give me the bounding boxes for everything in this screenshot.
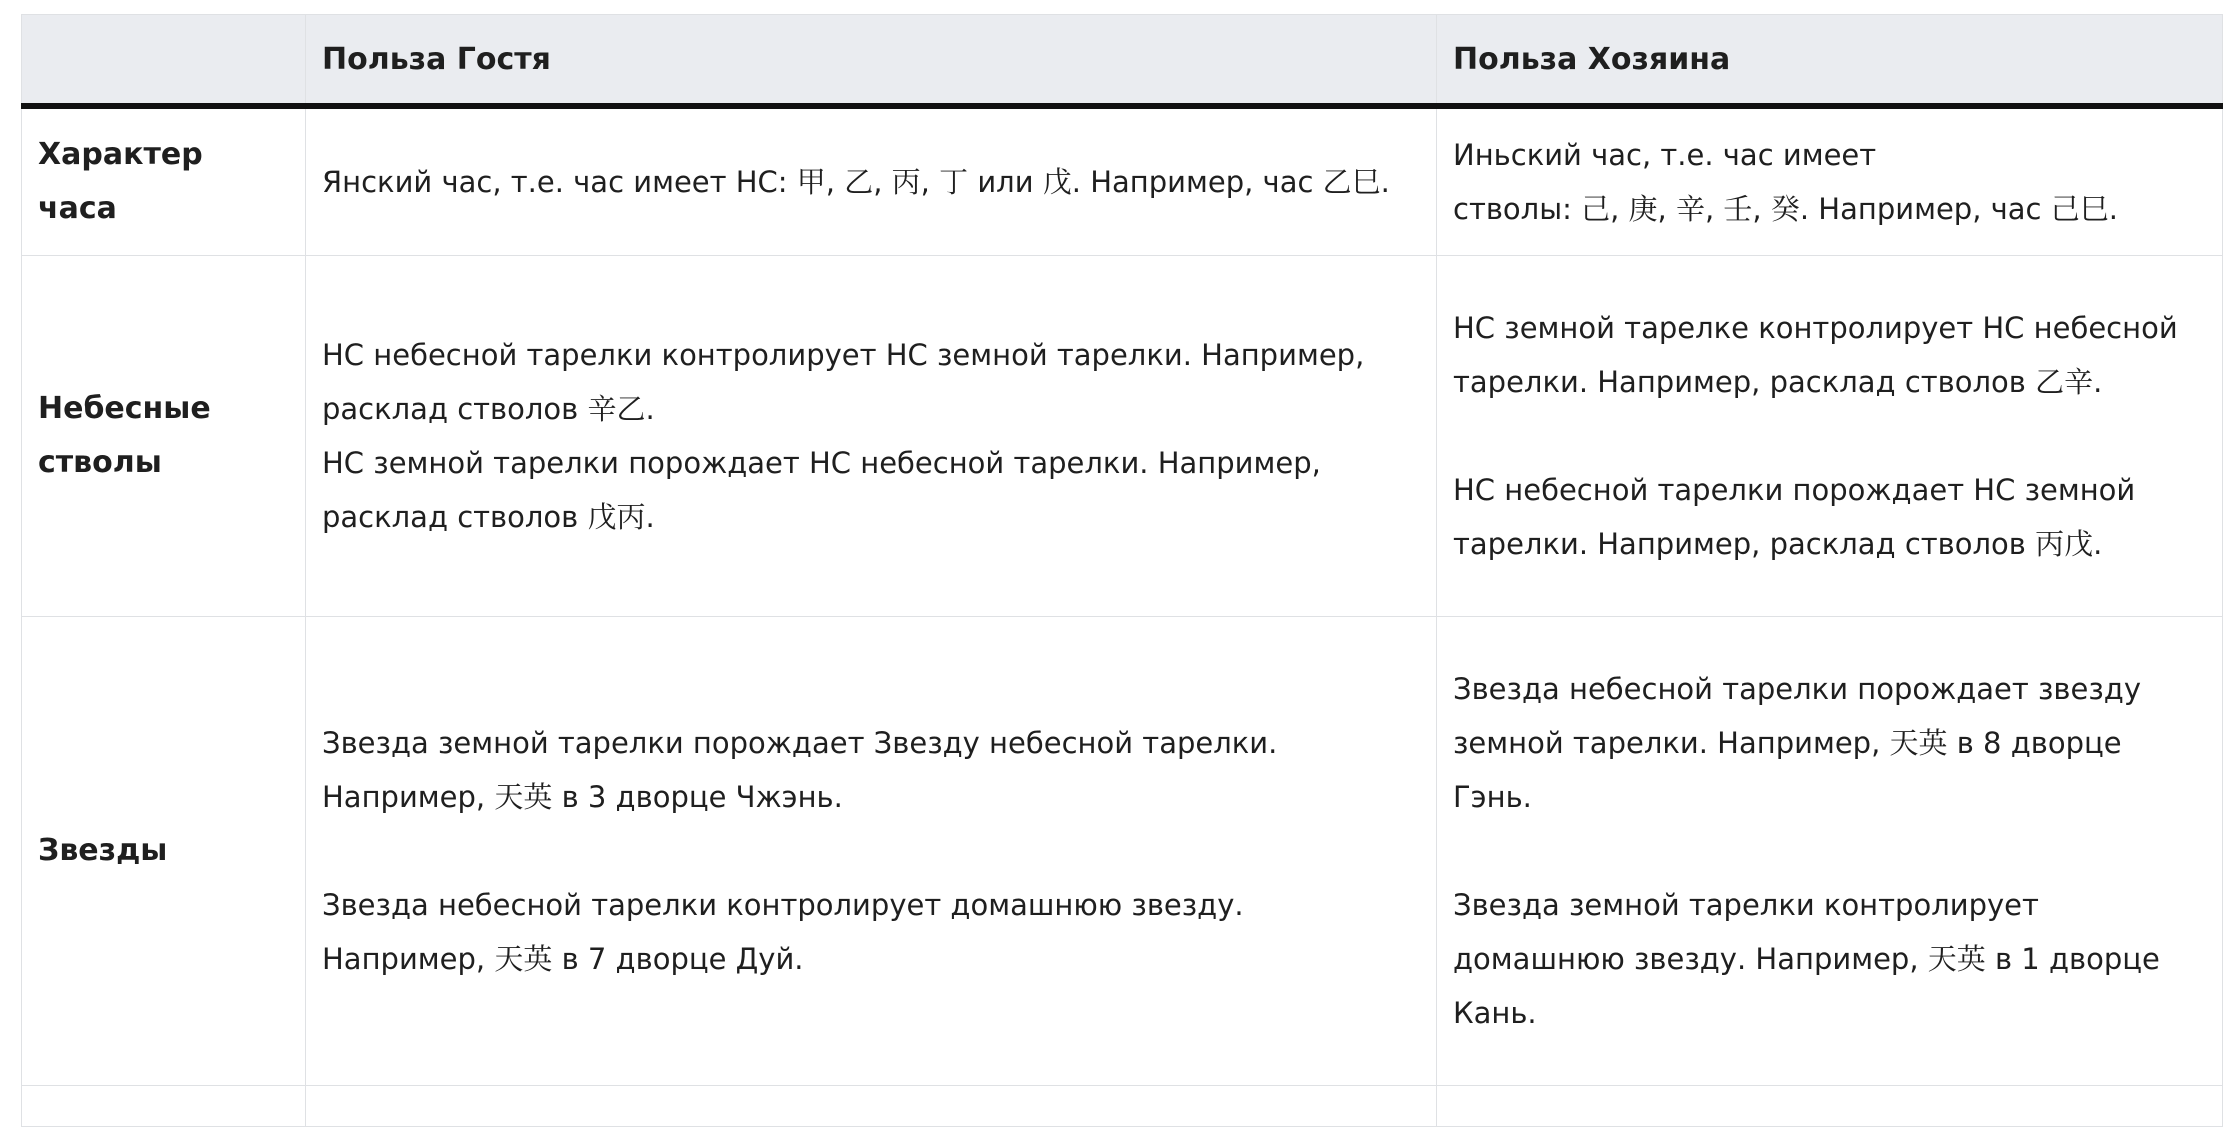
text-line: расклад стволов 戊丙. <box>322 500 655 534</box>
row-label-hour-character: Характер часа <box>22 106 306 256</box>
text-line: тарелки. Например, расклад стволов 丙戊. <box>1453 527 2103 561</box>
text-line: Иньский час, т.е. час имеет <box>1453 138 1877 172</box>
text-line: земной тарелки. Например, 天英 в 8 дворце <box>1453 726 2122 760</box>
cell-guest-hour-character <box>306 106 1437 256</box>
paragraph-gap <box>1453 409 2206 463</box>
row-label-line: Небесные <box>38 391 211 426</box>
header-host-benefit: Польза Хозяина <box>1437 15 2223 107</box>
cell-partial <box>306 1086 1437 1127</box>
text-line: Кань. <box>1453 996 1537 1030</box>
text-line: НС небесной тарелки контролирует НС земной тарелки. Например, <box>322 338 1365 372</box>
text-line: НС земной тарелки порождает НС небесной тарелки. Например, <box>322 446 1321 480</box>
text-line: Например, 天英 в 7 дворце Дуй. <box>322 942 804 976</box>
paragraph-gap <box>322 824 1420 878</box>
cell-guest-stars <box>306 617 1437 1086</box>
guest-host-comparison-table <box>21 14 2223 1127</box>
text-line: Звезда земной тарелки контролирует <box>1453 888 2039 922</box>
cell-host-stars <box>1437 617 2223 1086</box>
row-label-line: стволы <box>38 445 162 480</box>
text-line: Например, 天英 в 3 дворце Чжэнь. <box>322 780 843 814</box>
table-row-heavenly-stems <box>22 256 2223 617</box>
table-header-row <box>22 15 2223 107</box>
cell-partial <box>22 1086 306 1127</box>
text-line: Гэнь. <box>1453 780 1532 814</box>
header-empty-cell <box>22 15 306 107</box>
text-line: Звезда небесной тарелки порождает звезду <box>1453 672 2141 706</box>
cell-host-heavenly-stems <box>1437 256 2223 617</box>
text-line: стволы: 己, 庚, 辛, 壬, 癸. Например, час 己巳. <box>1453 192 2118 226</box>
row-label-stars: Звезды <box>22 617 306 1086</box>
text-line: тарелки. Например, расклад стволов 乙辛. <box>1453 365 2103 399</box>
comparison-table-container <box>21 14 2222 1127</box>
cell-guest-heavenly-stems <box>306 256 1437 617</box>
row-label-heavenly-stems <box>22 256 306 617</box>
table-row-partial <box>22 1086 2223 1127</box>
cell-partial <box>1437 1086 2223 1127</box>
paragraph-gap <box>1453 824 2206 878</box>
text-line: расклад стволов 辛乙. <box>322 392 655 426</box>
text-line: НС небесной тарелки порождает НС земной <box>1453 473 2136 507</box>
text-line: Звезда земной тарелки порождает Звезду небесной тарелки. <box>322 726 1278 760</box>
text-line: Янский час, т.е. час имеет НС: 甲, 乙, 丙, 丁 или 戊. Например, час 乙巳. <box>322 165 1390 199</box>
table-row-hour-character <box>22 106 2223 256</box>
header-guest-benefit: Польза Гостя <box>306 15 1437 107</box>
text-line: Звезда небесной тарелки контролирует домашнюю звезду. <box>322 888 1244 922</box>
cell-host-hour-character <box>1437 106 2223 256</box>
text-line: домашнюю звезду. Например, 天英 в 1 дворце <box>1453 942 2160 976</box>
text-line: НС земной тарелке контролирует НС небесной <box>1453 311 2178 345</box>
table-row-stars <box>22 617 2223 1086</box>
